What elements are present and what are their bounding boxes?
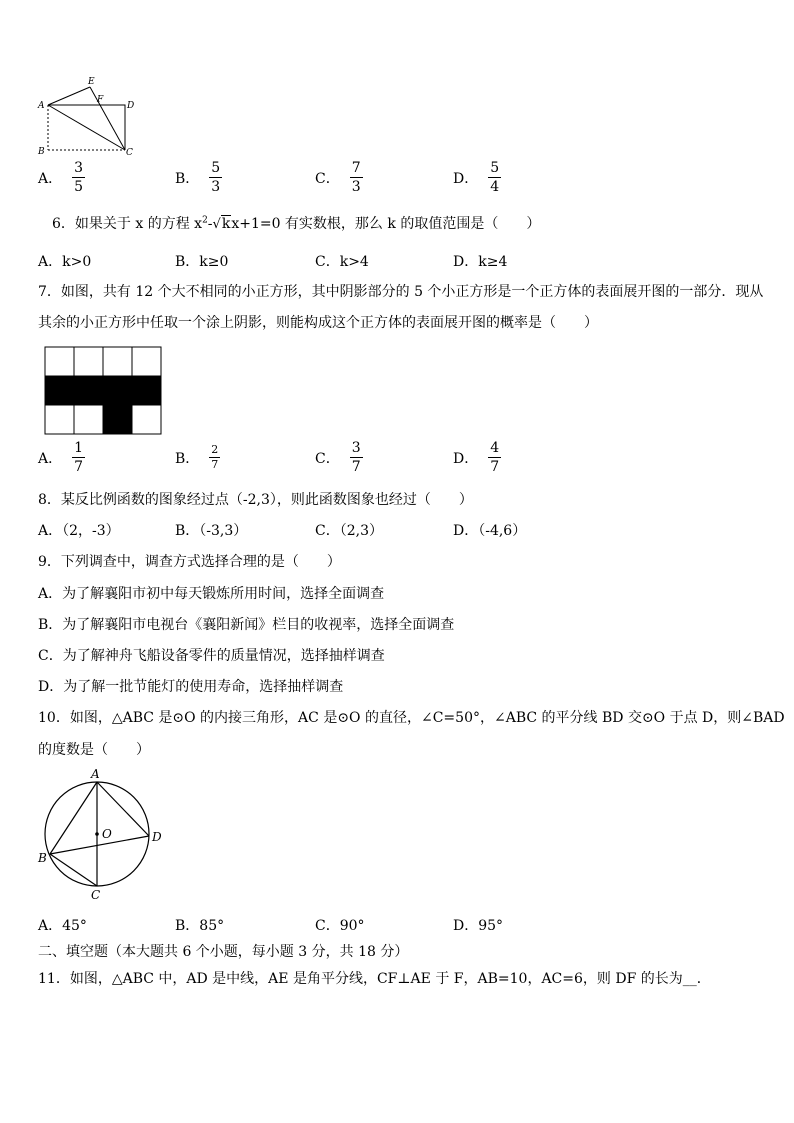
q6-option-d: D．k≥4 [453, 254, 508, 270]
q7-option-a: A． $\frac{1}{7}$ [38, 440, 84, 475]
q9-question: 9．下列调查中，调查方式选择合理的是（ ） [38, 554, 341, 570]
q8-option-b: B．（-3,3） [175, 523, 248, 539]
q10-circle-figure [30, 766, 170, 906]
q5-option-b: B． $\frac{5}{3}$ [175, 160, 221, 195]
q8-option-a: A．（2，-3） [38, 523, 120, 539]
q6-question: 6．如果关于 x 的方程 $x^2-√kx+1=0$ 有实数根，那么 k 的取值范围是（ ） [52, 215, 541, 232]
q10-label-c: C [91, 888, 101, 902]
q7-grid-figure [44, 346, 162, 436]
q10-option-c: C．90° [315, 918, 365, 934]
q5-label-d: D [127, 101, 135, 111]
q6-option-c: C．k>4 [315, 254, 369, 270]
q5-label-e: E [88, 77, 95, 87]
q9-option-d: D．为了解一批节能灯的使用寿命，选择抽样调查 [38, 679, 344, 695]
q7-option-c: C． $\frac{3}{7}$ [315, 440, 361, 475]
q7-option-d: D． $\frac{4}{7}$ [453, 440, 500, 475]
q5-figure [30, 72, 150, 162]
q10-label-a: A [91, 767, 100, 781]
q8-option-c: C．（2,3） [315, 523, 383, 539]
q5-label-b: B [38, 147, 45, 157]
q5-option-d: D． $\frac{5}{4}$ [453, 160, 500, 195]
q10-option-b: B．85° [175, 918, 225, 934]
q5-option-c: C． $\frac{7}{3}$ [315, 160, 361, 195]
q5-label-f: F [97, 95, 104, 105]
q7-question-line2: 其余的小正方形中任取一个涂上阴影，则能构成这个正方体的表面展开图的概率是（ ） [38, 315, 598, 331]
q9-option-c: C．为了解神舟飞船设备零件的质量情况，选择抽样调查 [38, 648, 385, 664]
q10-option-a: A．45° [38, 918, 87, 934]
q10-question-line1: 10．如图，△ABC 是⊙O 的内接三角形，AC 是⊙O 的直径，∠C=50°，∠ABC 的平分线 BD 交⊙O 于点 D，则∠BAD [38, 710, 785, 726]
q10-label-b: B [38, 851, 47, 865]
q6-option-a: A．k>0 [38, 254, 92, 270]
section-title-fill-blank: 二、填空题（本大题共 6 个小题，每小题 3 分，共 18 分） [38, 944, 409, 960]
q10-question-line2: 的度数是（ ） [38, 742, 150, 758]
q6-option-b: B．k≥0 [175, 254, 229, 270]
q9-option-b: B．为了解襄阳市电视台《襄阳新闻》栏目的收视率，选择全面调查 [38, 617, 455, 633]
q8-question: 8．某反比例函数的图象经过点（-2,3），则此函数图象也经过（ ） [38, 492, 473, 508]
q9-option-a: A．为了解襄阳市初中每天锻炼所用时间，选择全面调查 [38, 586, 385, 602]
q10-label-o: O [102, 827, 112, 841]
q7-option-b: B． $\frac{2}{7}$ [175, 443, 219, 471]
q5-label-c: C [126, 148, 133, 158]
q10-label-d: D [152, 830, 162, 844]
q5-option-a: A． $\frac{3}{5}$ [38, 160, 84, 195]
q11-question: 11．如图，△ABC 中，AD 是中线，AE 是角平分线，CF⊥AE 于 F，AB=10，AC=6，则 DF 的长为__． [38, 971, 711, 987]
q8-option-d: D．（-4,6） [453, 523, 527, 539]
q7-question-line1: 7．如图，共有 12 个大不相同的小正方形，其中阴影部分的 5 个小正方形是一个正方体的表面展开图的一部分．现从 [38, 284, 764, 300]
q5-label-a: A [38, 101, 45, 111]
q10-option-d: D．95° [453, 918, 504, 934]
